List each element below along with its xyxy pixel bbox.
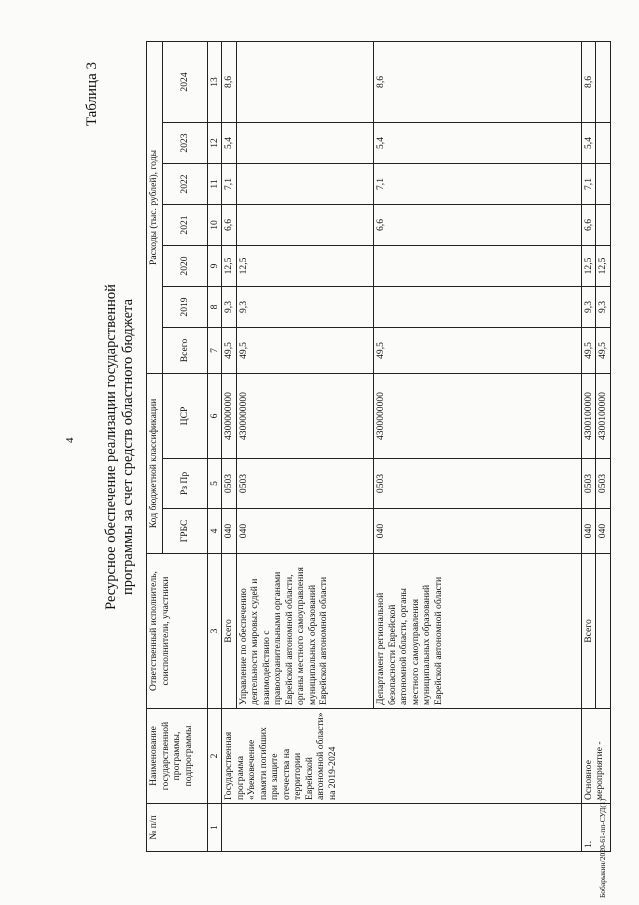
- col-number: 1: [207, 804, 222, 852]
- table-label: Таблица 3: [84, 62, 100, 127]
- header-2023: 2023: [163, 122, 207, 163]
- y2022-cell: [596, 163, 611, 204]
- header-budget-code: Код бюджетной классификации: [147, 373, 163, 553]
- table-title: [103, 42, 137, 852]
- executor-cell: Всего: [581, 554, 596, 709]
- col-number: 4: [207, 509, 222, 554]
- y2021-cell: 6,6: [222, 204, 237, 245]
- y2021-cell: [596, 204, 611, 245]
- executor-cell: Всего: [222, 554, 237, 709]
- col-number: 2: [207, 709, 222, 804]
- y2022-cell: 7,1: [222, 163, 237, 204]
- total-cell: 49,5: [236, 327, 373, 373]
- rzpr-cell: 0503: [222, 459, 237, 509]
- measure-num: 1.: [581, 804, 610, 852]
- header-2021: 2021: [163, 204, 207, 245]
- header-csr: ЦСР: [163, 373, 207, 458]
- grbs-cell: 040: [581, 509, 596, 554]
- program-num-cell: [222, 804, 581, 852]
- y2020-cell: 12,5: [222, 245, 237, 286]
- y2023-cell: 5,4: [374, 122, 581, 163]
- y2019-cell: 9,3: [222, 286, 237, 327]
- y2020-cell: 12,5: [596, 245, 611, 286]
- csr-cell: 4300000000: [222, 373, 237, 458]
- y2022-cell: 7,1: [374, 163, 581, 204]
- header-total: Всего: [163, 327, 207, 373]
- csr-cell: 4300000000: [374, 373, 581, 458]
- y2019-cell: 9,3: [581, 286, 596, 327]
- col-number: 10: [207, 204, 222, 245]
- header-expenses: Расходы (тыс. рублей), годы: [147, 41, 163, 373]
- resource-table: [146, 41, 611, 852]
- col-number: 5: [207, 459, 222, 509]
- title-line-1: Ресурсное обеспечение реализации государственной: [103, 284, 119, 610]
- grbs-cell: 040: [596, 509, 611, 554]
- y2022-cell: 7,1: [581, 163, 596, 204]
- title-line-2: программы за счет средств областного бюджета: [120, 298, 136, 596]
- col-number: 7: [207, 327, 222, 373]
- y2024-cell: 8,6: [222, 41, 237, 122]
- grbs-cell: 040: [374, 509, 581, 554]
- col-number: 9: [207, 245, 222, 286]
- page-number: 4: [64, 437, 76, 443]
- total-cell: 49,5: [596, 327, 611, 373]
- csr-cell: 4300100000: [596, 373, 611, 458]
- header-2020: 2020: [163, 245, 207, 286]
- header-2024: 2024: [163, 41, 207, 122]
- table-row: [581, 41, 596, 851]
- header-grbs: ГРБС: [163, 509, 207, 554]
- executor-cell: [596, 554, 611, 709]
- y2024-cell: [596, 41, 611, 122]
- total-cell: 49,5: [581, 327, 596, 373]
- rzpr-cell: 0503: [596, 459, 611, 509]
- y2023-cell: 5,4: [222, 122, 237, 163]
- executor-cell: Управление по обеспечению деятельности мировых судей и взаимодействию с правоохранительными органами Еврейской автономной области, органы местного самоуправления муниципальных образований Еврейской автономной области: [236, 554, 373, 709]
- header-num: № п/п: [147, 804, 208, 852]
- y2021-cell: 6,6: [581, 204, 596, 245]
- y2022-cell: [236, 163, 373, 204]
- col-number: 11: [207, 163, 222, 204]
- total-cell: 49,5: [374, 327, 581, 373]
- grbs-cell: 040: [236, 509, 373, 554]
- y2021-cell: [236, 204, 373, 245]
- y2023-cell: [596, 122, 611, 163]
- program-name: Государственная программа «Увековечение памяти погибших при защите отечества на территории Еврейской автономной области» на 2019-2024: [222, 709, 581, 804]
- header-2022: 2022: [163, 163, 207, 204]
- y2024-cell: [236, 41, 373, 122]
- y2019-cell: 9,3: [236, 286, 373, 327]
- header-rzpr: Рз Пр: [163, 459, 207, 509]
- y2024-cell: 8,6: [374, 41, 581, 122]
- measure-name: Основное мероприятие -: [581, 709, 610, 804]
- y2020-cell: [374, 245, 581, 286]
- rzpr-cell: 0503: [374, 459, 581, 509]
- y2023-cell: 5,4: [581, 122, 596, 163]
- total-cell: 49,5: [222, 327, 237, 373]
- header-executor: Ответственный исполнитель, соисполнители, участники: [147, 554, 208, 709]
- table-row: [222, 41, 237, 851]
- csr-cell: 4300000000: [236, 373, 373, 458]
- y2019-cell: 9,3: [596, 286, 611, 327]
- grbs-cell: 040: [222, 509, 237, 554]
- col-number: 13: [207, 41, 222, 122]
- y2024-cell: 8,6: [581, 41, 596, 122]
- rotated-page-content: [84, 42, 611, 852]
- rzpr-cell: 0503: [581, 459, 596, 509]
- col-number: 6: [207, 373, 222, 458]
- col-number: 12: [207, 122, 222, 163]
- csr-cell: 4300100000: [581, 373, 596, 458]
- y2021-cell: 6,6: [374, 204, 581, 245]
- col-number: 8: [207, 286, 222, 327]
- footer-document-code: Бобарыкин/2020-61-пп-СУД(1): [598, 798, 607, 898]
- header-2019: 2019: [163, 286, 207, 327]
- col-number: 3: [207, 554, 222, 709]
- y2019-cell: [374, 286, 581, 327]
- y2020-cell: 12,5: [581, 245, 596, 286]
- rzpr-cell: 0503: [236, 459, 373, 509]
- y2023-cell: [236, 122, 373, 163]
- executor-cell: Департамент региональной безопасности Еврейской автономной области, органы местного самоуправления муниципальных образований Еврейской автономной области: [374, 554, 581, 709]
- header-program: Наименование государственной программы, подпрограммы: [147, 709, 208, 804]
- y2020-cell: 12,5: [236, 245, 373, 286]
